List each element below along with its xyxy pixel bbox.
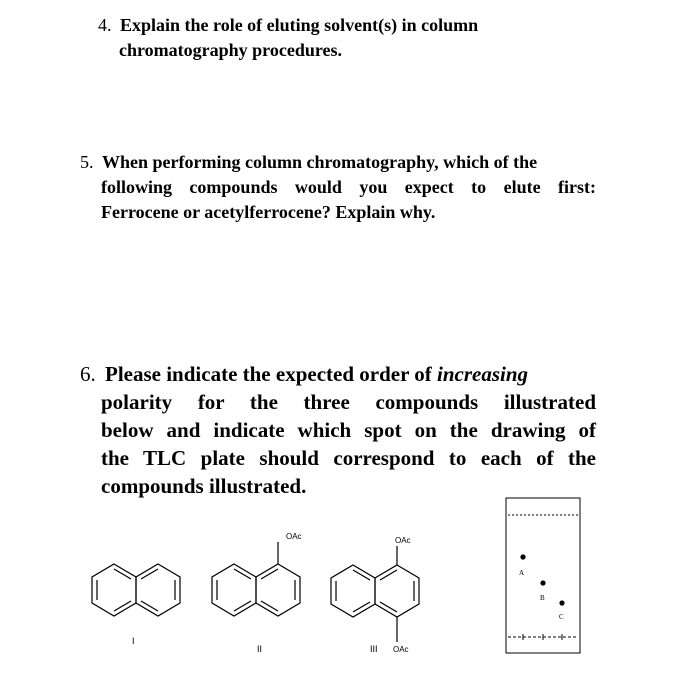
question-6-emphasis: increasing (437, 362, 529, 386)
compound-iii-label: III (370, 644, 378, 654)
question-4-number: 4. (98, 15, 112, 35)
question-5-line-1: When performing column chromatography, which of the (102, 152, 538, 172)
question-4-line-2: chromatography procedures. (119, 40, 342, 60)
question-6-line-5: compounds illustrated. (101, 474, 307, 498)
compound-iii-structure (331, 546, 419, 642)
question-5-line-3: Ferrocene or acetylferrocene? Explain why. (101, 202, 436, 222)
tlc-spot-c-label: C (559, 613, 564, 621)
tlc-spot-b-label: B (540, 594, 545, 602)
question-6-line-3: below and indicate which spot on the drawing of (101, 418, 596, 442)
compound-iii-substituent-top: OAc (395, 536, 411, 545)
tlc-spot-a (520, 554, 525, 559)
compound-i-label: I (132, 636, 135, 646)
question-6-number: 6. (80, 362, 96, 386)
compound-i-structure (92, 564, 180, 616)
question-6-line-2: polarity for the three compounds illustrated (101, 390, 596, 414)
compound-iii-substituent-bottom: OAc (393, 645, 409, 654)
tlc-spot-b (540, 580, 545, 585)
compound-ii-structure (212, 542, 300, 616)
tlc-spot-c (559, 600, 564, 605)
tlc-spot-a-label: A (519, 569, 525, 577)
question-5-number: 5. (80, 152, 94, 172)
compound-ii-label: II (257, 644, 263, 654)
compound-ii-substituent: OAc (286, 532, 302, 541)
question-6-line-1: Please indicate the expected order of (105, 362, 432, 386)
question-5-line-2: following compounds would you expect to elute first: (101, 177, 596, 197)
tlc-plate (506, 498, 580, 653)
question-6-line-4: the TLC plate should correspond to each of the (101, 446, 596, 470)
question-4-line-1: Explain the role of eluting solvent(s) in column (120, 15, 479, 35)
